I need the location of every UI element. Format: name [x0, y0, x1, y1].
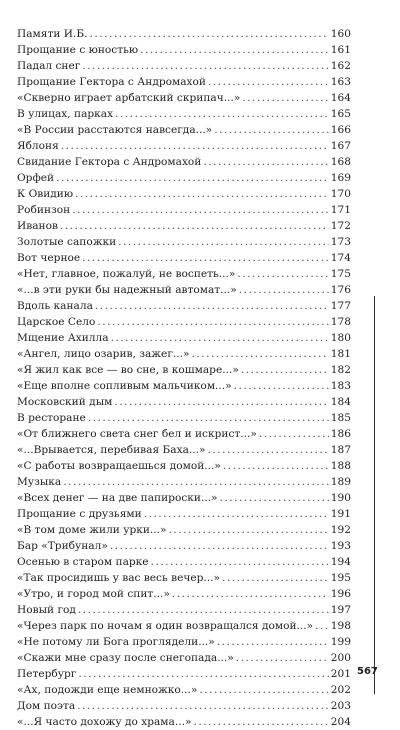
dot-leader [237, 266, 328, 282]
dot-leader [82, 58, 328, 74]
toc-entry [17, 602, 351, 618]
toc-entry-page: 191 [330, 508, 351, 520]
toc-entry-page: 161 [330, 44, 351, 56]
toc-entry [17, 186, 351, 202]
dot-leader [77, 698, 329, 714]
toc-entry [17, 154, 351, 170]
toc-entry-title: Бар «Трибунал» [17, 540, 108, 552]
toc-entry-page: 173 [330, 236, 351, 248]
toc-entry-page: 166 [330, 124, 351, 136]
toc-entry [17, 266, 351, 282]
toc-entry-page: 197 [330, 604, 351, 616]
toc-entry-page: 174 [330, 252, 351, 264]
dot-leader [78, 666, 328, 682]
toc-entry-title: Прощание с друзьями [17, 508, 142, 520]
dot-leader [234, 378, 329, 394]
toc-entry-title: «Через парк по ночам я один возвращался домой...» [17, 620, 314, 632]
toc-entry-title: «...Я часто дохожу до храма...» [17, 716, 192, 728]
toc-entry-title: Осенью в старом парке [17, 556, 149, 568]
toc-entry-page: 171 [330, 204, 351, 216]
toc-entry-page: 184 [330, 396, 351, 408]
toc-entry [17, 666, 351, 682]
toc-entry [17, 298, 351, 314]
dot-leader [199, 682, 328, 698]
toc-entry-page: 203 [330, 700, 351, 712]
toc-entry [17, 442, 351, 458]
toc-entry-page: 180 [330, 332, 351, 344]
toc-entry-page: 169 [330, 172, 351, 184]
toc-entry-page: 192 [330, 524, 351, 536]
table-of-contents [17, 26, 351, 730]
toc-entry [17, 234, 351, 250]
toc-entry-page: 177 [330, 300, 351, 312]
dot-leader [118, 234, 329, 250]
toc-entry-title: «В том доме жили урки...» [17, 524, 167, 536]
dot-leader [56, 170, 329, 186]
toc-entry [17, 26, 351, 42]
toc-entry-page: 187 [330, 444, 351, 456]
toc-entry-title: «С работы возвращаешься домой...» [17, 460, 221, 472]
dot-leader [242, 90, 328, 106]
toc-entry-page: 185 [330, 412, 351, 424]
toc-entry-title: «Я жил как все — во сне, в кошмаре...» [17, 364, 239, 376]
toc-entry-title: «В России расстаются навсегда...» [17, 124, 213, 136]
toc-entry-title: Иванов [17, 220, 58, 232]
toc-entry-page: 178 [330, 316, 351, 328]
toc-entry [17, 490, 351, 506]
toc-entry-page: 201 [330, 668, 351, 680]
dot-leader [60, 218, 329, 234]
toc-entry [17, 346, 351, 362]
dot-leader [241, 362, 329, 378]
toc-entry [17, 458, 351, 474]
dot-leader [63, 474, 329, 490]
toc-entry-page: 168 [330, 156, 351, 168]
toc-entry-title: Золотые сапожки [17, 236, 117, 248]
dot-leader [72, 202, 329, 218]
toc-entry-page: 202 [330, 684, 351, 696]
toc-entry-page: 200 [330, 652, 351, 664]
toc-entry [17, 42, 351, 58]
dot-leader [172, 586, 329, 602]
toc-entry [17, 122, 351, 138]
dot-leader [208, 74, 329, 90]
toc-entry-page: 189 [330, 476, 351, 488]
toc-entry-page: 163 [330, 76, 351, 88]
toc-entry-page: 195 [330, 572, 351, 584]
toc-entry-title: «Утро, и город мой спит...» [17, 588, 170, 600]
toc-entry [17, 522, 351, 538]
toc-entry [17, 410, 351, 426]
toc-entry [17, 90, 351, 106]
dot-leader [115, 106, 329, 122]
toc-entry-page: 194 [330, 556, 351, 568]
toc-entry [17, 714, 351, 730]
dot-leader [144, 506, 329, 522]
toc-entry-page: 176 [330, 284, 351, 296]
dot-leader [239, 282, 329, 298]
toc-entry [17, 170, 351, 186]
dot-leader [223, 458, 329, 474]
toc-entry [17, 138, 351, 154]
toc-entry-page: 164 [330, 92, 351, 104]
toc-entry-title: Новый год [17, 604, 76, 616]
toc-entry-page: 165 [330, 108, 351, 120]
toc-entry [17, 282, 351, 298]
toc-entry [17, 634, 351, 650]
dot-leader [259, 426, 329, 442]
toc-entry [17, 250, 351, 266]
toc-entry [17, 426, 351, 442]
toc-entry-title: Прощание с юностью [17, 44, 139, 56]
dot-leader [90, 26, 329, 42]
toc-entry-title: «Нет, главное, пожалуй, не воспеть...» [17, 268, 236, 280]
toc-entry [17, 554, 351, 570]
margin-rule [374, 296, 375, 694]
toc-entry-title: Вдоль канала [17, 300, 93, 312]
toc-entry [17, 394, 351, 410]
toc-entry-page: 162 [330, 60, 351, 72]
dot-leader [111, 330, 329, 346]
toc-entry-title: «Скверно играет арбатский скрипач...» [17, 92, 241, 104]
toc-entry-title: Вот черное [17, 252, 81, 264]
toc-entry-title: «Всех денег — на две папироски...» [17, 492, 218, 504]
toc-entry-title: Царское Село [17, 316, 96, 328]
toc-entry [17, 218, 351, 234]
toc-entry-title: «Так просидишь у вас весь вечер...» [17, 572, 220, 584]
toc-entry [17, 506, 351, 522]
toc-entry-title: Свидание Гектора с Андромахой [17, 156, 202, 168]
toc-entry-title: Падал снег [17, 60, 81, 72]
toc-entry-page: 170 [330, 188, 351, 200]
dot-leader [61, 138, 329, 154]
toc-entry-title: «...в эти руки бы надежный автомат...» [17, 284, 237, 296]
dot-leader [88, 410, 329, 426]
toc-entry-page: 193 [330, 540, 351, 552]
toc-entry-title: Музыка [17, 476, 62, 488]
toc-entry-page: 188 [330, 460, 351, 472]
toc-entry [17, 378, 351, 394]
toc-entry-page: 199 [330, 636, 351, 648]
page-number: 567 [357, 666, 378, 677]
dot-leader [315, 618, 329, 634]
toc-entry-title: Прощание Гектора с Андромахой [17, 76, 206, 88]
dot-leader [214, 122, 329, 138]
toc-entry-page: 186 [330, 428, 351, 440]
toc-entry-title: Яблоня [17, 140, 59, 152]
toc-entry-title: «Скажи мне сразу после снегопада...» [17, 652, 234, 664]
toc-entry [17, 538, 351, 554]
toc-entry-title: Орфей [17, 172, 55, 184]
toc-entry-title: «Ах, подожди еще немножко...» [17, 684, 198, 696]
dot-leader [114, 394, 328, 410]
toc-entry [17, 330, 351, 346]
toc-entry-title: Мщение Ахилла [17, 332, 109, 344]
dot-leader [207, 442, 328, 458]
dot-leader [220, 490, 329, 506]
dot-leader [95, 298, 329, 314]
toc-entry [17, 474, 351, 490]
toc-entry [17, 586, 351, 602]
toc-entry-page: 167 [330, 140, 351, 152]
toc-entry [17, 682, 351, 698]
toc-entry-title: В улицах, парках [17, 108, 114, 120]
toc-entry [17, 314, 351, 330]
dot-leader [193, 714, 328, 730]
toc-entry-title: К Овидию [17, 188, 74, 200]
toc-entry-page: 183 [330, 380, 351, 392]
dot-leader [140, 42, 329, 58]
dot-leader [151, 554, 329, 570]
toc-entry-title: «...Врывается, перебивая Баха...» [17, 444, 206, 456]
toc-entry-title: В ресторане [17, 412, 86, 424]
dot-leader [217, 634, 329, 650]
toc-entry-page: 160 [330, 28, 351, 40]
toc-entry [17, 202, 351, 218]
toc-entry-page: 190 [330, 492, 351, 504]
toc-entry-page: 175 [330, 268, 351, 280]
toc-entry [17, 58, 351, 74]
toc-entry [17, 362, 351, 378]
toc-entry-title: Памяти И.Б. [17, 28, 88, 40]
dot-leader [236, 650, 329, 666]
dot-leader [110, 538, 329, 554]
toc-entry-page: 196 [330, 588, 351, 600]
toc-entry-title: Петербург [17, 668, 77, 680]
toc-entry-page: 172 [330, 220, 351, 232]
toc-entry-page: 204 [330, 716, 351, 728]
toc-entry [17, 698, 351, 714]
toc-entry [17, 650, 351, 666]
toc-entry [17, 618, 351, 634]
toc-entry-title: «От ближнего света снег бел и искрист...» [17, 428, 257, 440]
toc-entry-page: 182 [330, 364, 351, 376]
toc-entry [17, 106, 351, 122]
dot-leader [78, 602, 329, 618]
dot-leader [191, 346, 328, 362]
toc-entry-page: 198 [330, 620, 351, 632]
dot-leader [222, 570, 329, 586]
toc-entry-title: «Еще вполне сопливым мальчиком...» [17, 380, 232, 392]
toc-entry-title: Робинзон [17, 204, 71, 216]
dot-leader [97, 314, 328, 330]
toc-entry-title: Московский дым [17, 396, 113, 408]
toc-entry [17, 570, 351, 586]
toc-entry-title: «Ангел, лицо озарив, зажег...» [17, 348, 190, 360]
dot-leader [169, 522, 329, 538]
toc-entry-title: Дом поэта [17, 700, 76, 712]
dot-leader [75, 186, 329, 202]
toc-entry-page: 181 [330, 348, 351, 360]
dot-leader [203, 154, 328, 170]
toc-entry-title: «Не потому ли Бога проглядели...» [17, 636, 215, 648]
toc-entry [17, 74, 351, 90]
dot-leader [82, 250, 329, 266]
